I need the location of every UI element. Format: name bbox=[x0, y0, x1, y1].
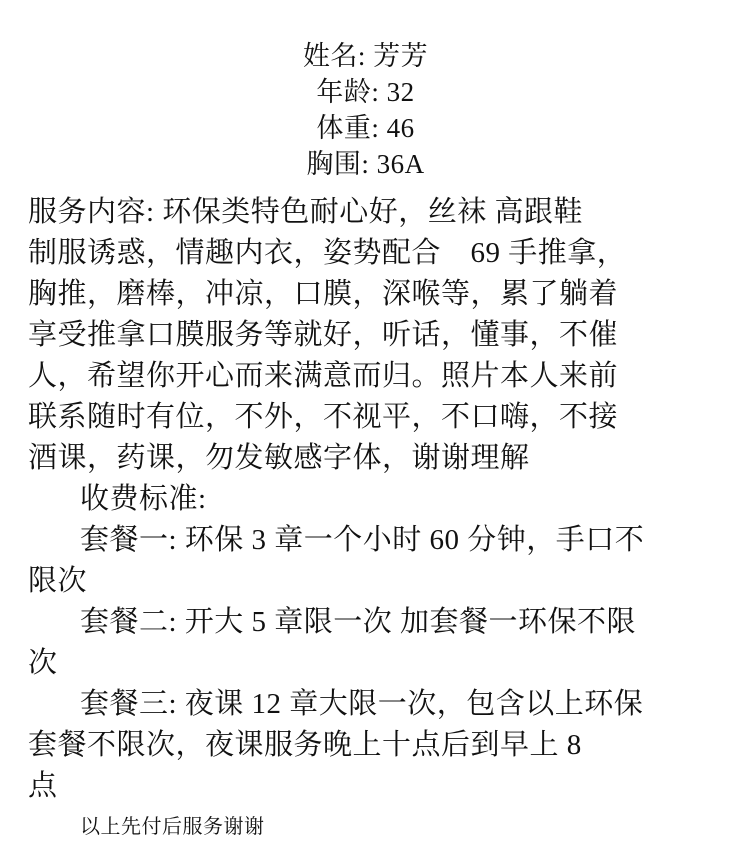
service-line-1: 服务内容: 环保类特色耐心好，丝袜 高跟鞋 bbox=[28, 196, 584, 228]
pricing-item-3-line-1: 套餐三: 夜课 12 章大限一次，包含以上环保 bbox=[80, 688, 644, 720]
service-description bbox=[28, 192, 703, 807]
profile-header bbox=[28, 38, 703, 182]
pricing-item-1-line-1: 套餐一: 环保 3 章一个小时 60 分钟，手口不 bbox=[80, 524, 645, 556]
pricing-item-2-line-2: 次 bbox=[28, 647, 58, 679]
payment-note: 以上先付后服务谢谢 bbox=[80, 816, 265, 838]
pricing-item-1-line-2: 限次 bbox=[28, 565, 88, 597]
pricing-item-3-line-2: 套餐不限次，夜课服务晚上十点后到早上 8 bbox=[28, 729, 582, 761]
service-line-7: 酒课，药课，勿发敏感字体，谢谢理解 bbox=[28, 442, 530, 474]
service-line-3: 胸推，磨棒，冲凉，口膜，深喉等，累了躺着 bbox=[28, 278, 619, 310]
service-line-6: 联系随时有位，不外，不视平，不口嗨，不接 bbox=[28, 401, 619, 433]
pricing-item-3-line-3: 点 bbox=[28, 770, 58, 802]
profile-bust-line: 胸围: 36A bbox=[306, 149, 425, 179]
pricing-item-2-line-1: 套餐二: 开大 5 章限一次 加套餐一环保不限 bbox=[80, 606, 637, 638]
profile-age-line: 年龄: 32 bbox=[316, 77, 415, 107]
service-line-2: 制服诱惑，情趣内衣，姿势配合 69 手推拿， bbox=[28, 237, 627, 269]
service-line-4: 享受推拿口膜服务等就好，听话，懂事，不催 bbox=[28, 319, 619, 351]
service-line-5: 人，希望你开心而来满意而归。照片本人来前 bbox=[28, 360, 619, 392]
profile-weight-line: 体重: 46 bbox=[316, 113, 415, 143]
pricing-item-3 bbox=[28, 684, 695, 807]
pricing-item-2 bbox=[28, 602, 695, 684]
pricing-item-1 bbox=[28, 520, 695, 602]
profile-name-line: 姓名: 芳芳 bbox=[302, 41, 429, 71]
pricing-title: 收费标准: bbox=[80, 483, 207, 515]
